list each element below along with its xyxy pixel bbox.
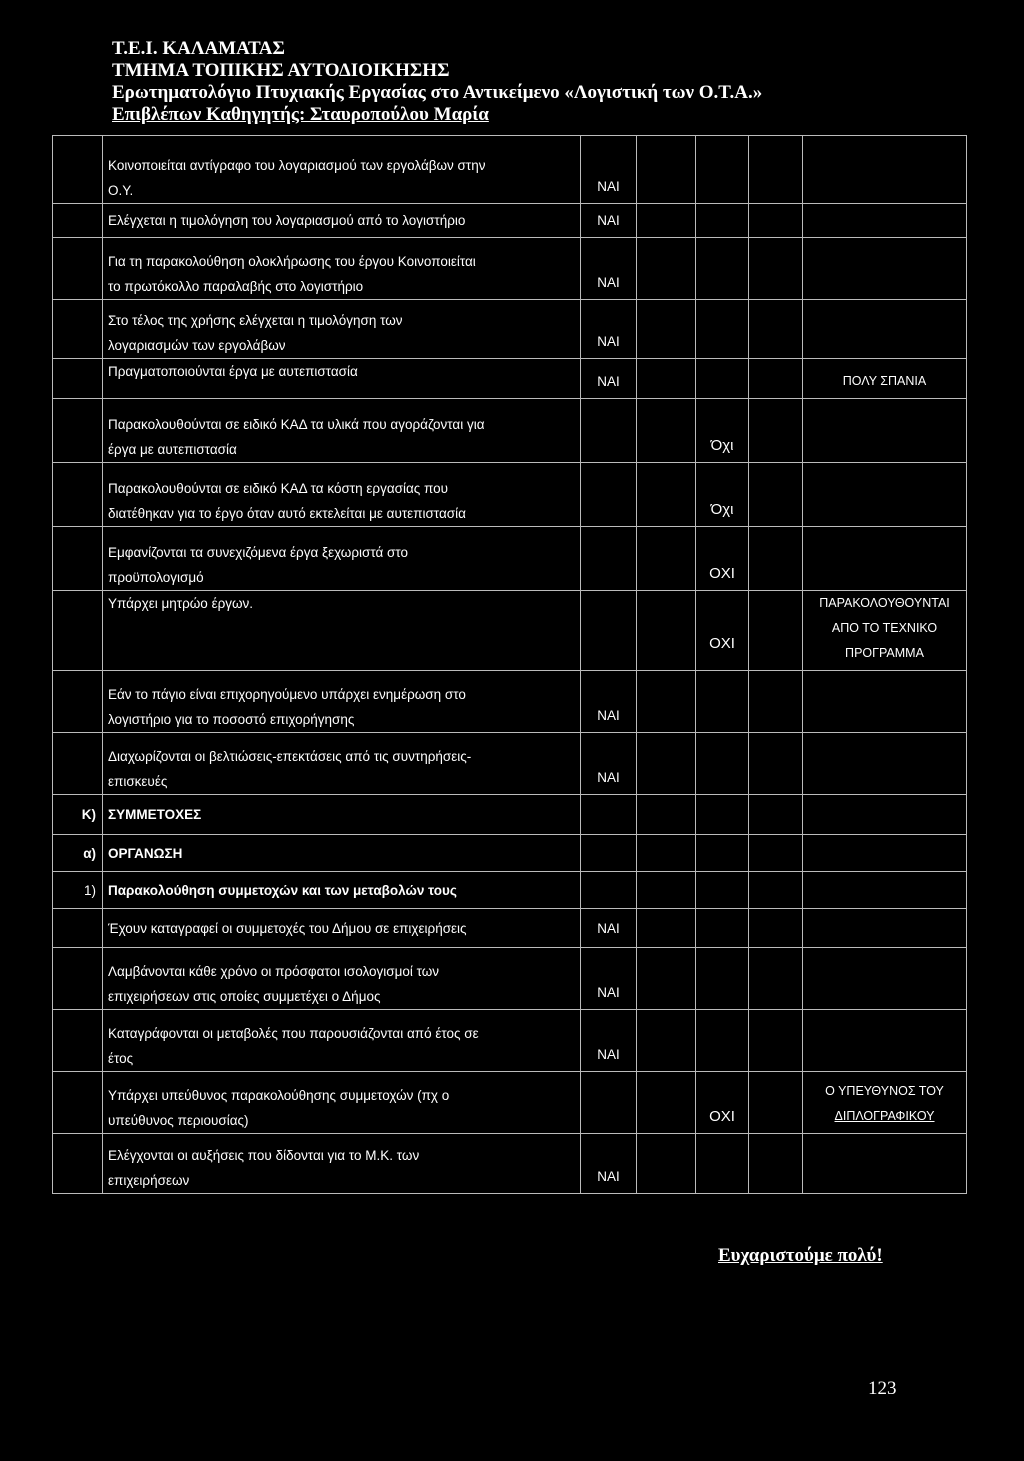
table-row: Ελέγχεται η τιμολόγηση του λογαριασμού από το λογιστήριο ΝΑΙ (53, 204, 967, 238)
supervisor-line: Επιβλέπων Καθηγητής: Σταυροπούλου Μαρία (112, 104, 489, 125)
table-row: Εμφανίζονται τα συνεχιζόμενα έργα ξεχωριστά στο προϋπολογισμό ΟΧΙ (53, 527, 967, 591)
answer-oxi (696, 733, 749, 795)
table-row: Καταγράφονται οι μεταβολές που παρουσιάζονται από έτος σε έτος ΝΑΙ (53, 1010, 967, 1072)
answer-note (803, 463, 967, 527)
table-row: Κοινοποιείται αντίγραφο του λογαριασμού των εργολάβων στην Ο.Υ. ΝΑΙ (53, 136, 967, 204)
answer-oxi (696, 300, 749, 359)
table-row: Για τη παρακολούθηση ολοκλήρωσης του έργου Κοινοποιείται το πρωτόκολλο παραλαβής στο λογιστήριο ΝΑΙ (53, 238, 967, 300)
table-row: Λαμβάνονται κάθε χρόνο οι πρόσφατοι ισολογισμοί των επιχειρήσεων στις οποίες συμμετέχει ο Δήμος ΝΑΙ (53, 948, 967, 1010)
answer-nai: ΝΑΙ (581, 733, 637, 795)
answer-note (803, 204, 967, 238)
answer-oxi: ΟΧΙ (696, 591, 749, 671)
answer-oxi (696, 1010, 749, 1072)
table-row: Στο τέλος της χρήσης ελέγχεται η τιμολόγηση των λογαριασμών των εργολάβων ΝΑΙ (53, 300, 967, 359)
section-row (53, 795, 967, 835)
section-title: ΟΡΓΑΝΩΣΗ (103, 835, 581, 872)
section-row (53, 835, 967, 872)
answer-note (803, 399, 967, 463)
section-row (53, 872, 967, 909)
answer-oxi (696, 359, 749, 399)
answer-nai: ΝΑΙ (581, 204, 637, 238)
answer-nai: ΝΑΙ (581, 1010, 637, 1072)
section-title: Παρακολούθηση συμμετοχών και των μεταβολών τους (103, 872, 581, 909)
answer-oxi: ΟΧΙ (696, 1072, 749, 1134)
table-row: Υπάρχει υπεύθυνος παρακολούθησης συμμετοχών (πχ ο υπεύθυνος περιουσίας) ΟΧΙ Ο ΥΠΕΥΘΥΝΟΣ ΤΟΥ ΔΙΠΛΟΓΡΑΦΙΚΟΥ (53, 1072, 967, 1134)
answer-note: ΠΑΡΑΚΟΛΟΥΘΟΥΝΤΑΙ ΑΠΟ ΤΟ ΤΕΧΝΙΚΟ ΠΡΟΓΡΑΜΜΑ (803, 591, 967, 671)
answer-nai (581, 399, 637, 463)
table-row: Υπάρχει μητρώο έργων. ΟΧΙ ΠΑΡΑΚΟΛΟΥΘΟΥΝΤΑΙ ΑΠΟ ΤΟ ΤΕΧΝΙΚΟ ΠΡΟΓΡΑΜΜΑ (53, 591, 967, 671)
institution-name: Τ.Ε.Ι. ΚΑΛΑΜΑΤΑΣ (112, 38, 285, 59)
answer-nai (581, 463, 637, 527)
table-row: Διαχωρίζονται οι βελτιώσεις-επεκτάσεις από τις συντηρήσεις- επισκευές ΝΑΙ (53, 733, 967, 795)
answer-note (803, 1010, 967, 1072)
answer-note: ΠΟΛΥ ΣΠΑΝΙΑ (803, 359, 967, 399)
answer-nai: ΝΑΙ (581, 1134, 637, 1194)
table-row: Εάν το πάγιο είναι επιχορηγούμενο υπάρχει ενημέρωση στο λογιστήριο για το ποσοστό επιχορήγησης ΝΑΙ (53, 671, 967, 733)
answer-nai: ΝΑΙ (581, 909, 637, 948)
answer-note (803, 1134, 967, 1194)
answer-nai: ΝΑΙ (581, 300, 637, 359)
answer-oxi (696, 1134, 749, 1194)
section-title: ΣΥΜΜΕΤΟΧΕΣ (103, 795, 581, 835)
answer-nai: ΝΑΙ (581, 238, 637, 300)
answer-oxi: ΟΧΙ (696, 527, 749, 591)
answer-oxi: Όχι (696, 399, 749, 463)
answer-note (803, 527, 967, 591)
answer-nai (581, 591, 637, 671)
answer-oxi (696, 671, 749, 733)
page-number: 123 (868, 1378, 897, 1399)
thanks-text: Ευχαριστούμε πολύ! (718, 1245, 883, 1266)
answer-note (803, 671, 967, 733)
questionnaire-title: Ερωτηματολόγιο Πτυχιακής Εργασίας στο Αντικείμενο «Λογιστική των Ο.Τ.Α.» (112, 82, 763, 103)
answer-nai: ΝΑΙ (581, 136, 637, 204)
table-row: Πραγματοποιούνται έργα με αυτεπιστασία ΝΑΙ ΠΟΛΥ ΣΠΑΝΙΑ (53, 359, 967, 399)
answer-note (803, 948, 967, 1010)
table-row: Παρακολουθούνται σε ειδικό ΚΑΔ τα υλικά που αγοράζονται για έργα με αυτεπιστασία Όχι (53, 399, 967, 463)
answer-nai (581, 1072, 637, 1134)
answer-oxi (696, 948, 749, 1010)
section-number: α) (53, 835, 103, 872)
table-row: Έχουν καταγραφεί οι συμμετοχές του Δήμου σε επιχειρήσεις ΝΑΙ (53, 909, 967, 948)
answer-note (803, 300, 967, 359)
answer-oxi (696, 238, 749, 300)
section-number: 1) (53, 872, 103, 909)
answer-note (803, 136, 967, 204)
answer-nai: ΝΑΙ (581, 359, 637, 399)
answer-nai: ΝΑΙ (581, 948, 637, 1010)
answer-nai: ΝΑΙ (581, 671, 637, 733)
questionnaire-table (52, 135, 967, 1194)
answer-oxi: Όχι (696, 463, 749, 527)
table-row: Παρακολουθούνται σε ειδικό ΚΑΔ τα κόστη εργασίας που διατέθηκαν για το έργο όταν αυτό εκτελείται με αυτεπιστασία Όχι (53, 463, 967, 527)
answer-note (803, 733, 967, 795)
answer-note (803, 909, 967, 948)
answer-oxi (696, 204, 749, 238)
document-header (112, 38, 762, 126)
department-name: ΤΜΗΜΑ ΤΟΠΙΚΗΣ ΑΥΤΟΔΙΟΙΚΗΣΗΣ (112, 60, 450, 81)
table-row: Ελέγχονται οι αυξήσεις που δίδονται για το Μ.Κ. των επιχειρήσεων ΝΑΙ (53, 1134, 967, 1194)
answer-nai (581, 527, 637, 591)
section-number: Κ) (53, 795, 103, 835)
answer-note: Ο ΥΠΕΥΘΥΝΟΣ ΤΟΥ ΔΙΠΛΟΓΡΑΦΙΚΟΥ (803, 1072, 967, 1134)
answer-oxi (696, 909, 749, 948)
answer-note (803, 238, 967, 300)
answer-oxi (696, 136, 749, 204)
